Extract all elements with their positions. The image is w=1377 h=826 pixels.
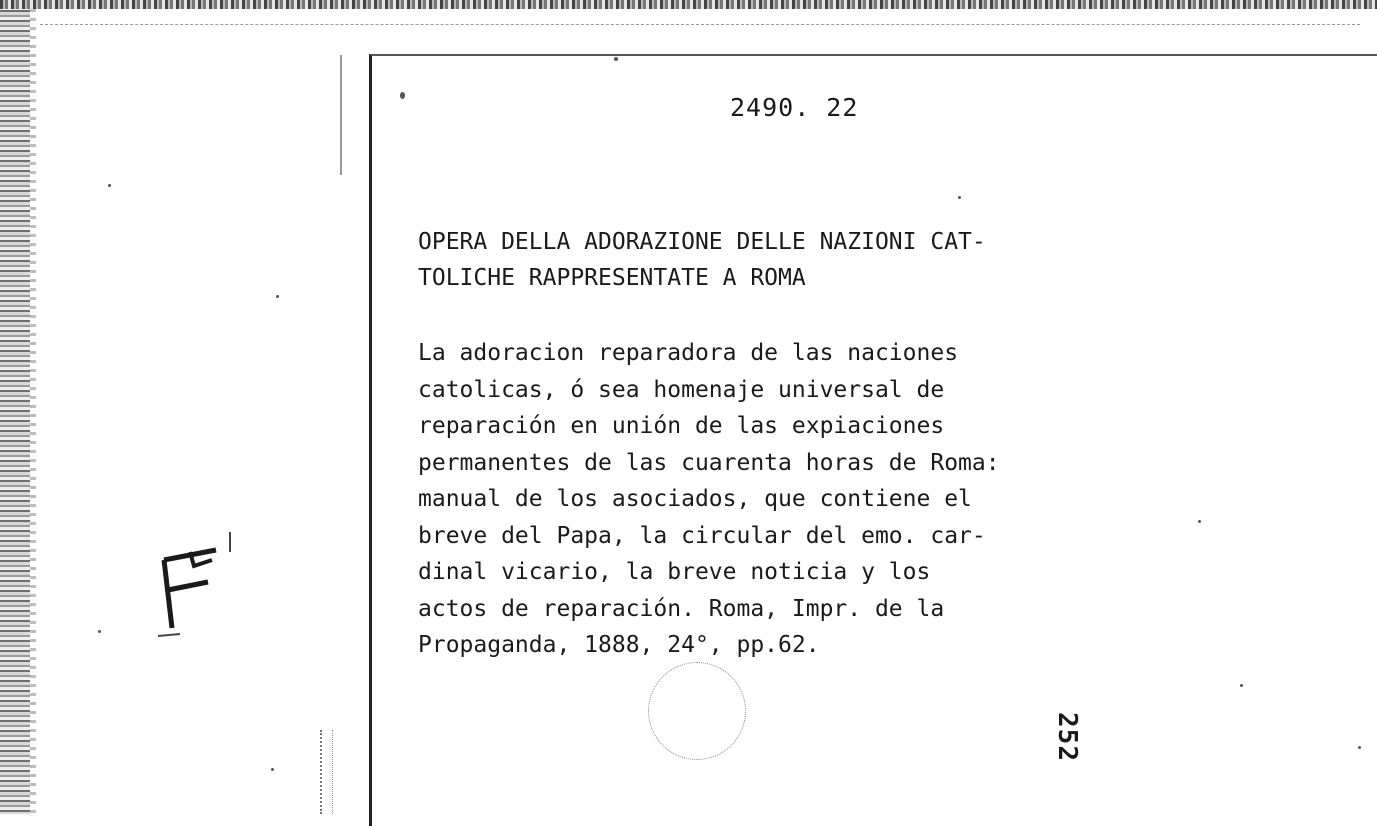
card-body-line: Propaganda, 1888, 24°, pp.62. <box>418 632 820 658</box>
speck <box>271 768 274 771</box>
film-left-edge <box>0 0 30 814</box>
card-title-line: TOLICHE RAPPRESENTATE A ROMA <box>418 265 806 291</box>
film-left-edge-inner <box>30 0 36 814</box>
card-description <box>418 335 1138 664</box>
card-body-line: manual de los asociados, que contiene el <box>418 486 972 512</box>
guide-line-left <box>340 55 345 175</box>
card-body-line: La adoracion reparadora de las naciones <box>418 340 959 366</box>
speck <box>108 184 111 187</box>
card-body-line: breve del Papa, la circular del emo. car- <box>418 522 986 549</box>
guide-line-left-bottom <box>320 730 333 814</box>
margin-stamp-f <box>150 530 240 640</box>
card-body-line: catolicas, ó sea homenaje universal de <box>418 376 945 403</box>
speck <box>98 630 101 633</box>
card-title-line: OPERA DELLA ADORAZIONE DELLE NAZIONI CAT- <box>418 229 986 255</box>
film-top-edge <box>0 0 1377 9</box>
card-body-line: permanentes de las cuarenta horas de Roma: <box>418 449 1000 476</box>
card-title <box>418 224 1118 296</box>
card-number: 2490. 22 <box>730 93 859 122</box>
speck <box>276 295 279 298</box>
card-body-line: dinal vicario, la breve noticia y los <box>418 559 931 585</box>
top-dashed-line <box>40 24 1360 25</box>
card-body-line: reparación en unión de las expiaciones <box>418 413 945 439</box>
card-body-line: actos de reparación. Roma, Impr. de la <box>418 595 945 622</box>
side-number: 252 <box>1052 712 1082 762</box>
